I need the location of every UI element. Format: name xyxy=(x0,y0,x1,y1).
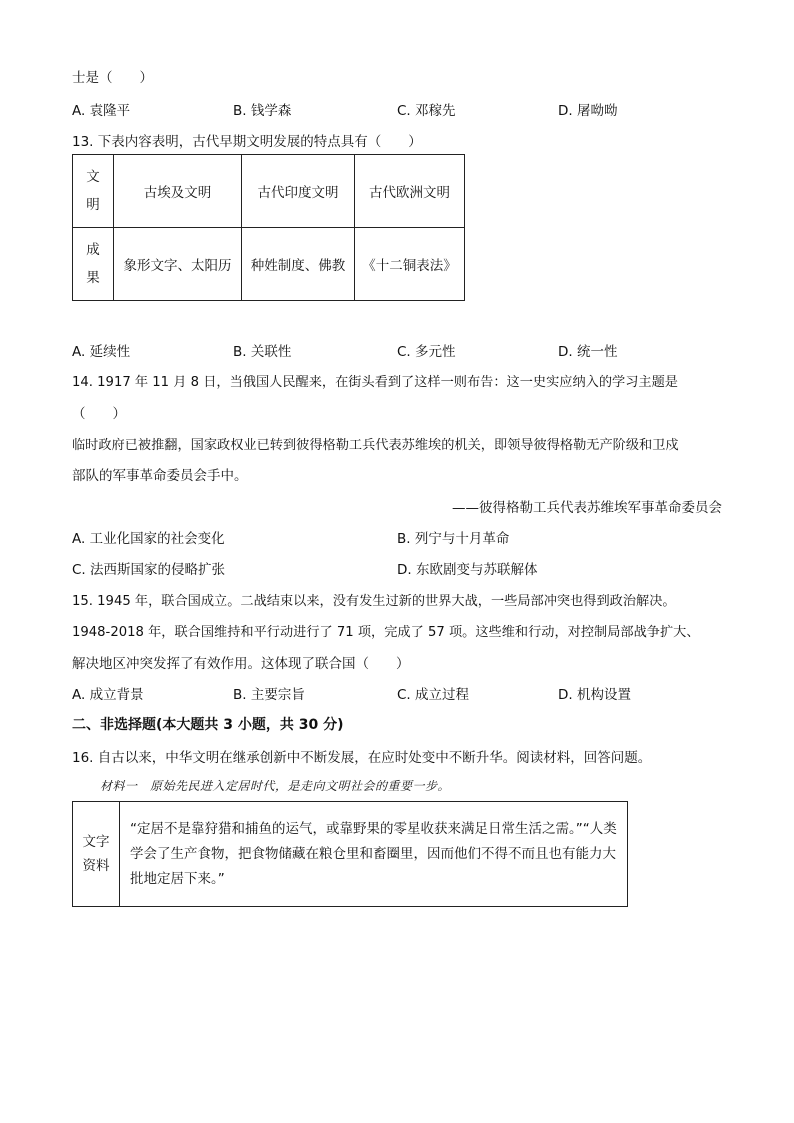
q15-option-b[interactable]: B. 主要宗旨 xyxy=(233,687,305,703)
q16-stem: 16. 自古以来，中华文明在继承创新中不断发展，在应时处变中不断升华。阅读材料，回答问题。 xyxy=(72,750,652,766)
section-heading: 二、非选择题(本大题共 3 小题，共 30 分) xyxy=(72,717,344,733)
q15-option-d[interactable]: D. 机构设置 xyxy=(558,687,631,703)
table-cell: 古代欧洲文明 xyxy=(355,155,465,228)
q14-options-row2 xyxy=(72,558,722,578)
q15-option-c[interactable]: C. 成立过程 xyxy=(397,687,470,703)
q14-option-c[interactable]: C. 法西斯国家的侵略扩张 xyxy=(72,562,226,578)
q12-option-b[interactable]: B. 钱学森 xyxy=(233,103,292,119)
q13-options xyxy=(72,340,722,360)
table-row xyxy=(73,155,465,228)
q15-line3: 解决地区冲突发挥了有效作用。这体现了联合国（ ） xyxy=(72,656,410,672)
table-cell: 种姓制度、佛教 xyxy=(242,228,355,301)
row-header-civilization xyxy=(73,155,114,228)
q15-line2: 1948-2018 年，联合国维持和平行动进行了 71 项，完成了 57 项。这些维和行动，对控制局部战争扩大、 xyxy=(72,625,700,640)
row-header-achievement xyxy=(73,228,114,301)
q14-source: ——彼得格勒工兵代表苏维埃军事革命委员会 xyxy=(452,500,722,516)
material-label-line: 文字 xyxy=(82,834,110,850)
q13-civilization-table xyxy=(72,154,465,301)
q14-quote-line2: 部队的军事革命委员会手中。 xyxy=(72,468,248,484)
q16-material-table xyxy=(72,801,628,907)
material-label xyxy=(73,802,120,907)
q13-option-a[interactable]: A. 延续性 xyxy=(72,344,131,360)
q12-option-d[interactable]: D. 屠呦呦 xyxy=(558,103,618,119)
row-header-char: 果 xyxy=(86,270,100,286)
q12-options xyxy=(72,99,722,119)
q12-option-a[interactable]: A. 袁隆平 xyxy=(72,103,131,119)
row-header-char: 成 xyxy=(86,242,100,258)
row-header-char: 文 xyxy=(86,169,100,185)
table-cell: 古埃及文明 xyxy=(114,155,242,228)
q15-option-a[interactable]: A. 成立背景 xyxy=(72,687,144,703)
table-row xyxy=(73,802,628,907)
q14-stem-line1: 14. 1917 年 11 月 8 日，当俄国人民醒来，在街头看到了这样一则布告：这一史实应纳入的学习主题是 xyxy=(72,375,678,390)
table-cell: 古代印度文明 xyxy=(242,155,355,228)
q15-options xyxy=(72,683,722,703)
table-cell: 象形文字、太阳历 xyxy=(114,228,242,301)
q14-option-d[interactable]: D. 东欧剧变与苏联解体 xyxy=(397,562,538,578)
table-row xyxy=(73,228,465,301)
table-cell: 《十二铜表法》 xyxy=(355,228,465,301)
q13-option-d[interactable]: D. 统一性 xyxy=(558,344,618,360)
q14-stem-line2: （ ） xyxy=(72,406,126,422)
q12-option-c[interactable]: C. 邓稼先 xyxy=(397,103,456,119)
q14-option-b[interactable]: B. 列宁与十月革命 xyxy=(397,531,510,547)
q14-options-row1 xyxy=(72,527,722,547)
q14-option-a[interactable]: A. 工业化国家的社会变化 xyxy=(72,531,225,547)
q13-option-c[interactable]: C. 多元性 xyxy=(397,344,456,360)
q12-stem-tail: 士是（ ） xyxy=(72,70,153,86)
q16-material-caption: 材料一 原始先民进入定居时代，是走向文明社会的重要一步。 xyxy=(100,779,451,793)
material-label-line: 资料 xyxy=(82,858,110,874)
q13-stem: 13. 下表内容表明，古代早期文明发展的特点具有（ ） xyxy=(72,134,422,150)
row-header-char: 明 xyxy=(86,197,100,213)
q14-quote-line1: 临时政府已被推翻，国家政权业已转到彼得格勒工兵代表苏维埃的机关，即领导彼得格勒无产阶级和卫戍 xyxy=(72,438,679,453)
material-text: “定居不是靠狩猎和捕鱼的运气，或靠野果的零星收获来满足日常生活之需。”“人类学会了生产食物，把食物储藏在粮仓里和畜圈里，因而他们不得不而且也有能力大批地定居下来。” xyxy=(120,802,628,907)
q13-option-b[interactable]: B. 关联性 xyxy=(233,344,292,360)
q15-line1: 15. 1945 年，联合国成立。二战结束以来，没有发生过新的世界大战，一些局部冲突也得到政治解决。 xyxy=(72,594,676,609)
